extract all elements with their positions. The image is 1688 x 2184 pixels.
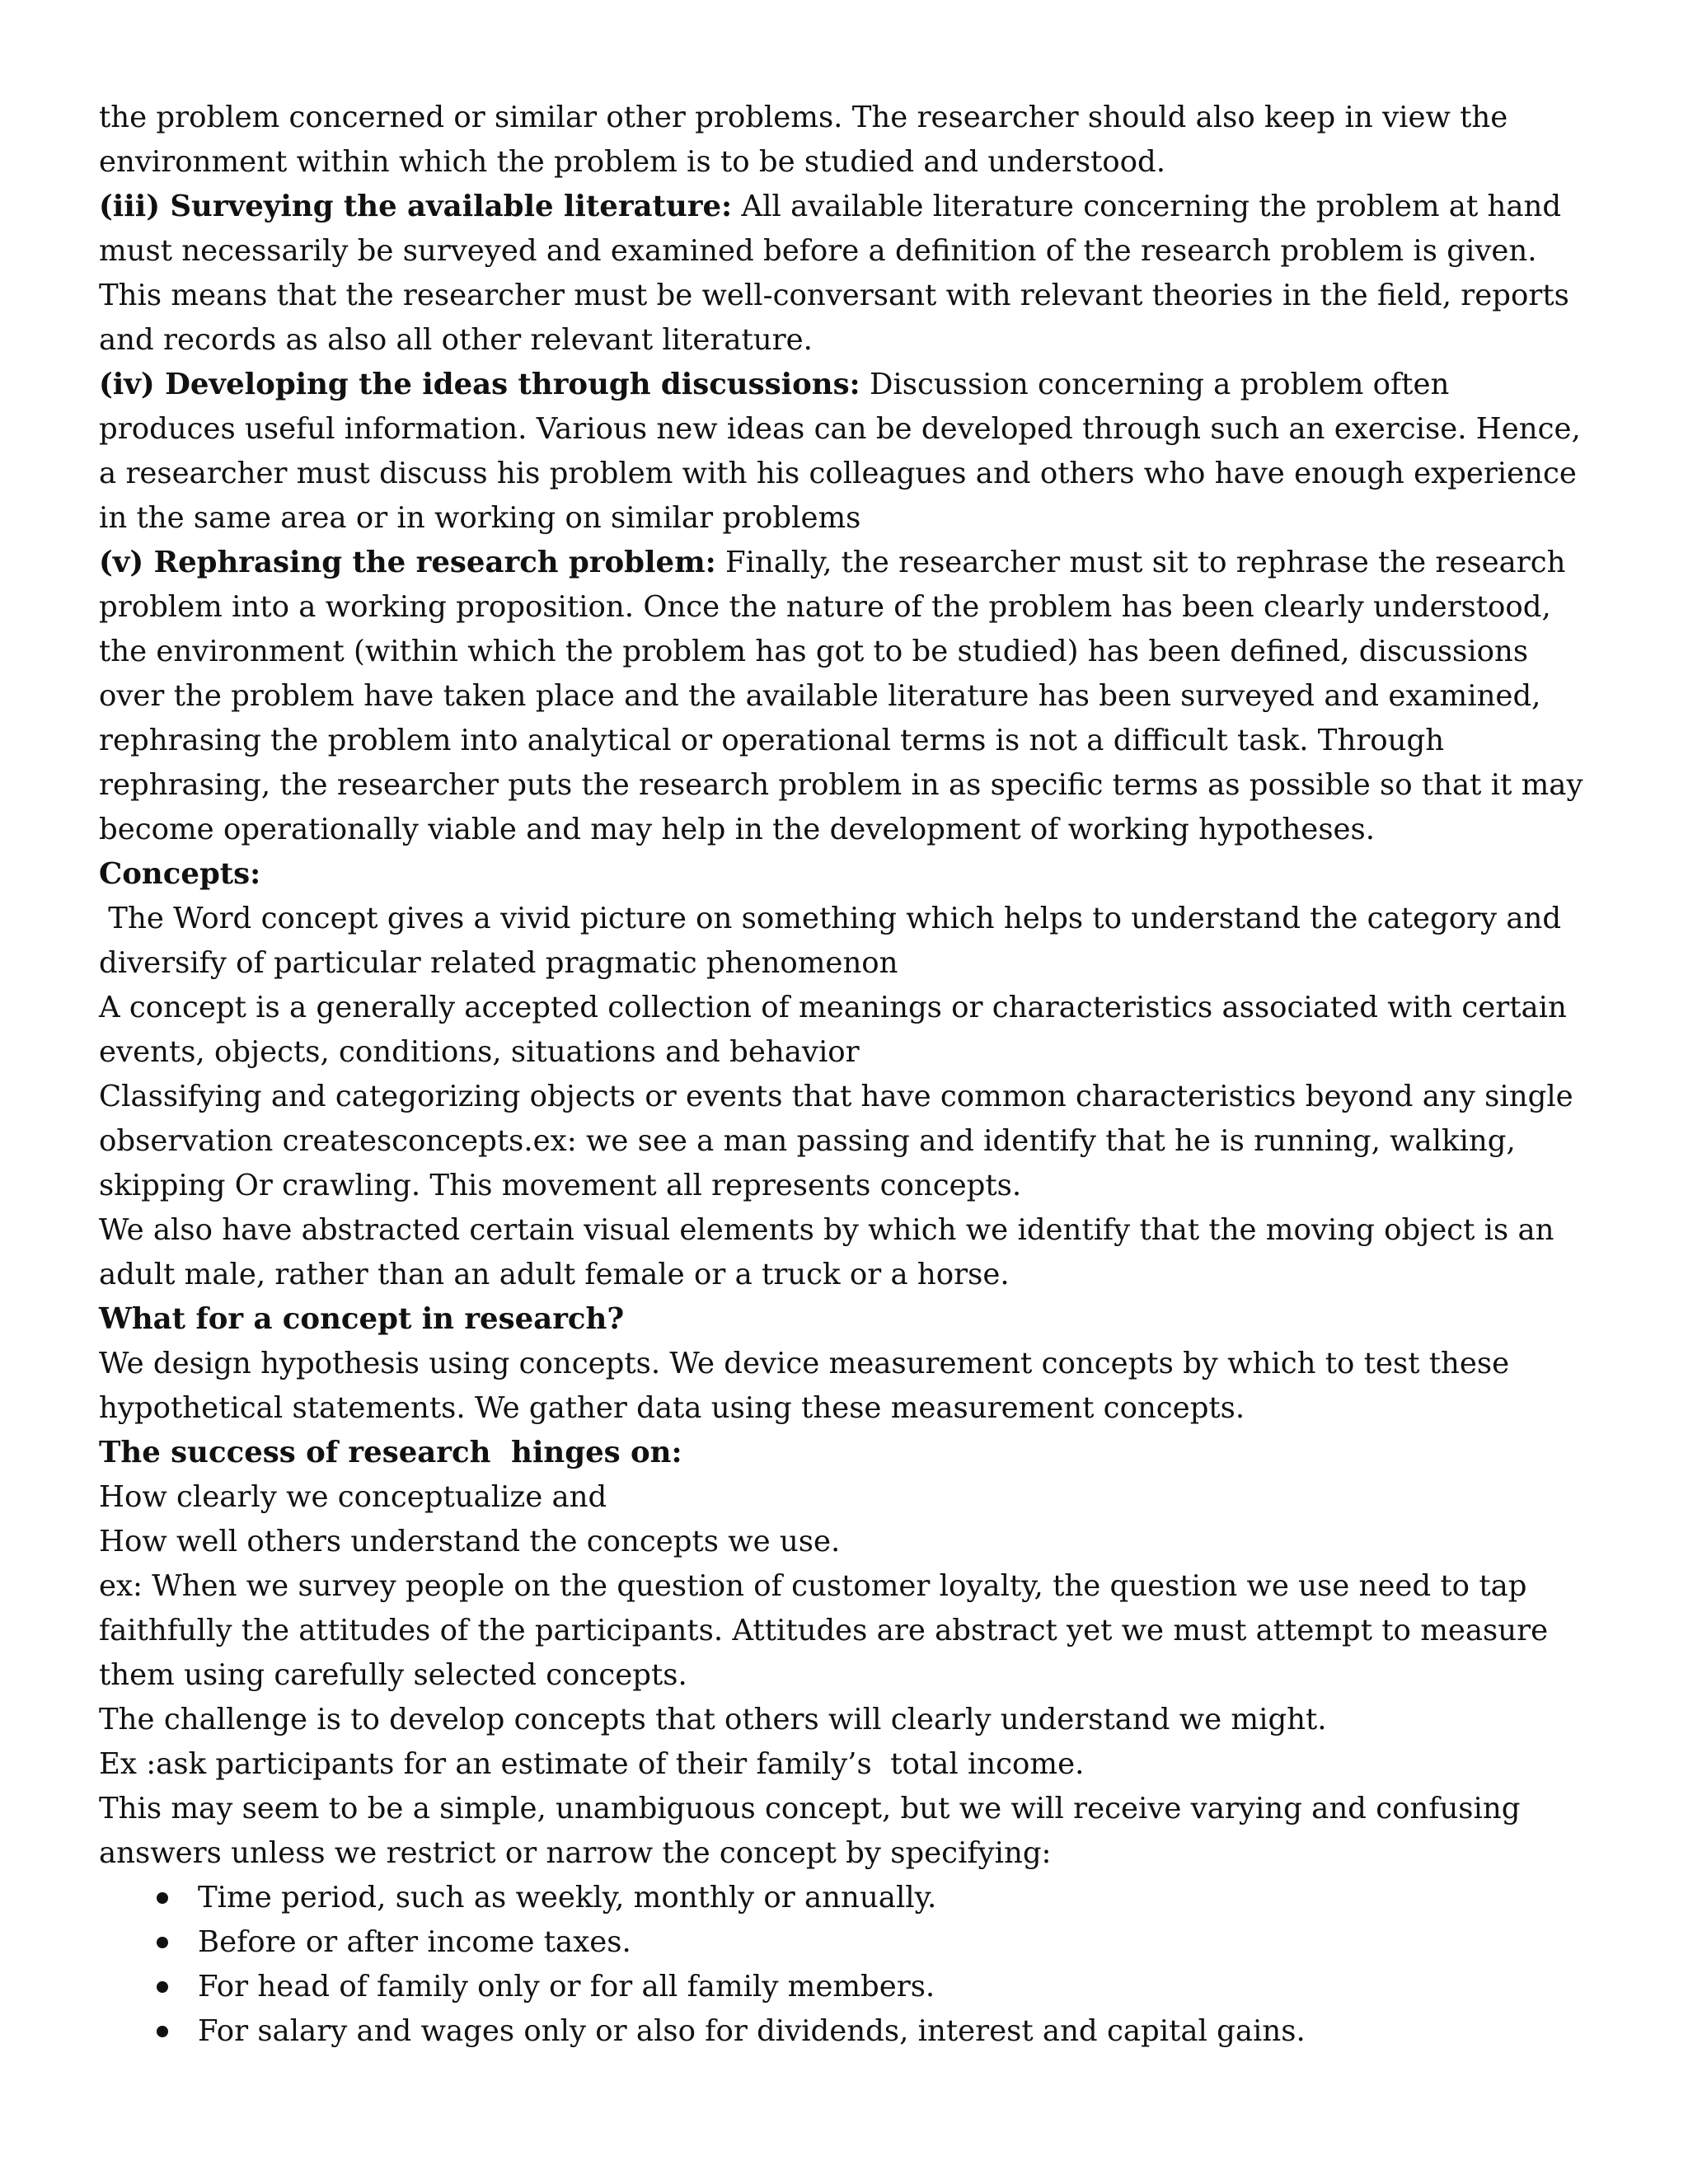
heading-surveying-literature: (iii) Surveying the available literature: [99,190,733,223]
heading-concepts-text: Concepts: [99,857,261,891]
list-item-text: Before or after income taxes. [198,1925,631,1959]
bullet-icon [157,2026,168,2037]
paragraph-rephrasing [99,541,1592,852]
paragraph-concept-abstracted: We also have abstracted certain visual elements by which we identify that the moving object is an adult male, rather than an adult female or a truck or a horse. [99,1213,1554,1291]
heading-success-research [99,1431,1592,1475]
paragraph-family-income: Ex :ask participants for an estimate of their family’s total income. [99,1747,1085,1781]
heading-what-for-concept [99,1297,1592,1342]
paragraph-hypothesis: We design hypothesis using concepts. We device measurement concepts by which to test these hypothetical statements. We gather data using these measurement concepts. [99,1347,1510,1425]
paragraph-concept-word: The Word concept gives a vivid picture on something which helps to understand the category and diversify of particular related pragmatic phenomenon [99,902,1571,980]
list-item-text: For salary and wages only or also for dividends, interest and capital gains. [198,2014,1306,2048]
paragraph-conceptualize: How clearly we conceptualize and [99,1480,607,1514]
list-item-text: For head of family only or for all family members. [198,1970,935,2004]
paragraph-understand: How well others understand the concepts we use. [99,1525,841,1558]
paragraph-concept-classifying: Classifying and categorizing objects or events that have common characteristics beyond any single observation createsconcepts.ex: we see a man passing and identify that he is running, walking, skipping Or crawling. This movement all represents concepts. [99,1080,1573,1202]
heading-rephrasing: (v) Rephrasing the research problem: [99,546,716,579]
heading-what-for-concept-text: What for a concept in research? [99,1302,625,1336]
list-item-text: Time period, such as weekly, monthly or annually. [198,1881,937,1915]
heading-developing-ideas: (iv) Developing the ideas through discussions: [99,368,860,401]
text-surveying-literature: All available literature concerning the problem at hand must necessarily be surveyed and examined before a definition of the research problem is given. This means that the researcher must be well-conversant with relevant theories in the field, reports and records as also all other relevant literature. [99,190,1569,357]
text-developing-ideas: Discussion concerning a problem often produces useful information. Various new ideas can be developed through such an exercise. Hence, a researcher must discuss his problem with his colleagues and others who have enough experience in the same area or in working on similar problems [99,368,1581,535]
paragraph-customer-loyalty: ex: When we survey people on the question of customer loyalty, the question we use need to tap faithfully the attitudes of the participants. Attitudes are abstract yet we must attempt to measure them using carefully selected concepts. [99,1569,1549,1692]
heading-concepts [99,852,1592,897]
text-rephrasing: Finally, the researcher must sit to rephrase the research problem into a working proposition. Once the nature of the problem has been clearly understood, the environment (within which the problem has got to be studied) has been defined, discussions over the problem have taken place and the available literature has been surveyed and examined, rephrasing the problem into analytical or operational terms is not a difficult task. Through rephrasing, the researcher puts the research problem in as specific terms as possible so that it may become operationally viable and may help in the development of working hypotheses. [99,546,1583,846]
bullet-icon [157,1981,168,1993]
paragraph-concept-definition: A concept is a generally accepted collection of meanings or characteristics associated with certain events, objects, conditions, situations and behavior [99,991,1567,1069]
list-item [99,1920,1592,1965]
bullet-list [99,1876,1592,2054]
heading-success-research-text: The success of research hinges on: [99,1436,682,1469]
paragraph-specifying: This may seem to be a simple, unambiguous concept, but we will receive varying and confusing answers unless we restrict or narrow the concept by specifying: [99,1792,1521,1870]
paragraph-challenge: The challenge is to develop concepts that others will clearly understand we might. [99,1703,1327,1736]
list-item [99,1965,1592,2009]
paragraph-surveying-literature [99,185,1592,363]
bullet-icon [157,1892,168,1904]
list-item [99,1876,1592,1920]
list-item [99,2009,1592,2054]
bullet-icon [157,1937,168,1948]
paragraph-developing-ideas [99,363,1592,541]
paragraph-environment: the problem concerned or similar other problems. The researcher should also keep in view the environment within which the problem is to be studied and understood. [99,101,1508,179]
document-page [99,96,1592,2054]
